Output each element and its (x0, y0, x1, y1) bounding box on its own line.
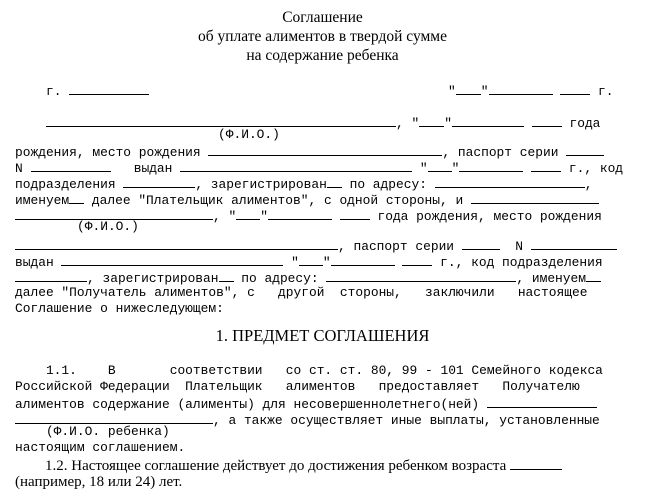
label: г., код подразделения (440, 255, 603, 270)
label: года рождения, место рождения (377, 209, 602, 224)
label: алиментов содержание (алименты) для несовершеннолетнего(ней) (15, 397, 480, 412)
quote: " (448, 84, 456, 99)
year-suffix: г. (598, 84, 614, 99)
recipient-final-line-1: далее "Получатель алиментов", с другой стороны, заключили настоящее (15, 285, 588, 300)
gender-suffix-field[interactable] (69, 191, 84, 204)
child-fio-caption: (Ф.И.О. ребенка) (15, 424, 170, 439)
recipient-passport-series-field[interactable] (462, 237, 500, 250)
label: , а также осуществляет иные выплаты, установленные (213, 413, 600, 428)
date-line (448, 82, 613, 100)
label: , именуем (516, 271, 586, 286)
document-title: Соглашение (282, 9, 363, 26)
recipient-division-code-field[interactable] (15, 269, 87, 282)
clause-1-1-line-1: 1.1. В соответствии со ст. ст. 80, 99 - 101 Семейного кодекса (15, 363, 603, 378)
payer-birth-place-field[interactable] (208, 143, 442, 156)
label: года (569, 116, 601, 131)
document-subtitle-1: об уплате алиментов в твердой сумме (198, 28, 447, 45)
document-subtitle-2: на содержание ребенка (246, 47, 399, 64)
recipient-issued-line: выдан " " г., код подразделения (15, 255, 603, 270)
recipient-birth-year-field[interactable] (340, 207, 370, 220)
recipient-fio-caption: (Ф.И.О.) (77, 219, 139, 234)
quote: " (480, 84, 489, 99)
recipient-issue-day-field[interactable] (299, 253, 323, 266)
label: выдан (133, 161, 173, 176)
day-field[interactable] (456, 82, 481, 95)
recipient-issue-year-field[interactable] (402, 253, 432, 266)
recipient-issue-month-field[interactable] (331, 253, 395, 266)
city-prefix: г. (46, 84, 62, 99)
recipient-birth-day-field[interactable] (236, 207, 260, 220)
payer-birth-day-field[interactable] (419, 114, 444, 127)
label: N (515, 239, 524, 254)
gender-suffix-field[interactable] (219, 269, 234, 282)
label: г., код (568, 161, 624, 176)
payer-issued-by-field[interactable] (180, 159, 412, 172)
recipient-passport-number-field[interactable] (531, 237, 617, 250)
label: , зарегистрирован (195, 177, 327, 192)
payer-birth-month-field[interactable] (452, 114, 524, 127)
clause-1-1-line-2: Российской Федерации Плательщик алиментов предоставляет Получателю (15, 379, 580, 394)
payer-fio-caption: (Ф.И.О.) (218, 127, 280, 142)
year-field[interactable] (560, 82, 590, 95)
label: N (15, 161, 23, 176)
recipient-issued-by-field[interactable] (61, 253, 283, 266)
clause-1-2-line-2: (например, 18 или 24) лет. (15, 474, 183, 490)
label: далее "Плательщик алиментов", с одной стороны, и (91, 193, 464, 208)
payer-issue-month-field[interactable] (459, 159, 523, 172)
recipient-final-line-2: Соглашение о нижеследующем: (15, 301, 224, 316)
label: рождения, место рождения (15, 145, 201, 160)
recipient-birth-place-field[interactable] (15, 237, 338, 250)
recipient-fio-start-field[interactable] (471, 191, 599, 204)
month-field[interactable] (489, 82, 553, 95)
city-line (46, 82, 149, 100)
gender-suffix-field[interactable] (586, 269, 601, 282)
payer-name-line: , " " года (46, 114, 600, 132)
age-field[interactable] (510, 456, 562, 470)
city-field[interactable] (69, 82, 149, 95)
label: по адресу: (349, 177, 427, 192)
payer-fio-field[interactable] (46, 114, 396, 127)
payer-registration-line: подразделения , зарегистрирован по адресу: , (15, 177, 593, 192)
payer-division-code-field[interactable] (123, 175, 195, 188)
gender-suffix-field[interactable] (327, 175, 342, 188)
payer-passport-line: N выдан " " г., код (15, 161, 624, 176)
child-fio-field[interactable] (487, 395, 597, 408)
label: выдан (15, 255, 54, 270)
document-title-block (0, 8, 645, 65)
section-1-heading: 1. ПРЕДМЕТ СОГЛАШЕНИЯ (215, 326, 430, 345)
label: подразделения (15, 177, 116, 192)
label: , паспорт серии (442, 145, 559, 160)
clause-1-1-line-5: настоящим соглашением. (15, 440, 186, 455)
payer-issue-day-field[interactable] (428, 159, 452, 172)
recipient-name-line: , " " года рождения, место рождения (15, 207, 602, 225)
label: именуем (15, 193, 70, 208)
payer-issue-year-field[interactable] (531, 159, 561, 172)
label: , паспорт серии (338, 239, 455, 254)
label: 1.2. Настоящее соглашение действует до достижения ребенком возраста (15, 458, 507, 474)
payer-passport-series-field[interactable] (566, 143, 604, 156)
recipient-birth-month-field[interactable] (268, 207, 332, 220)
recipient-address-field[interactable] (326, 269, 516, 282)
label: , зарегистрирован (87, 271, 219, 286)
payer-birth-year-field[interactable] (532, 114, 562, 127)
child-fio-field-2[interactable] (15, 411, 213, 424)
label: , " (396, 116, 420, 131)
payer-passport-number-field[interactable] (31, 159, 111, 172)
label: по адресу: (241, 271, 319, 286)
payer-address-field[interactable] (435, 175, 585, 188)
